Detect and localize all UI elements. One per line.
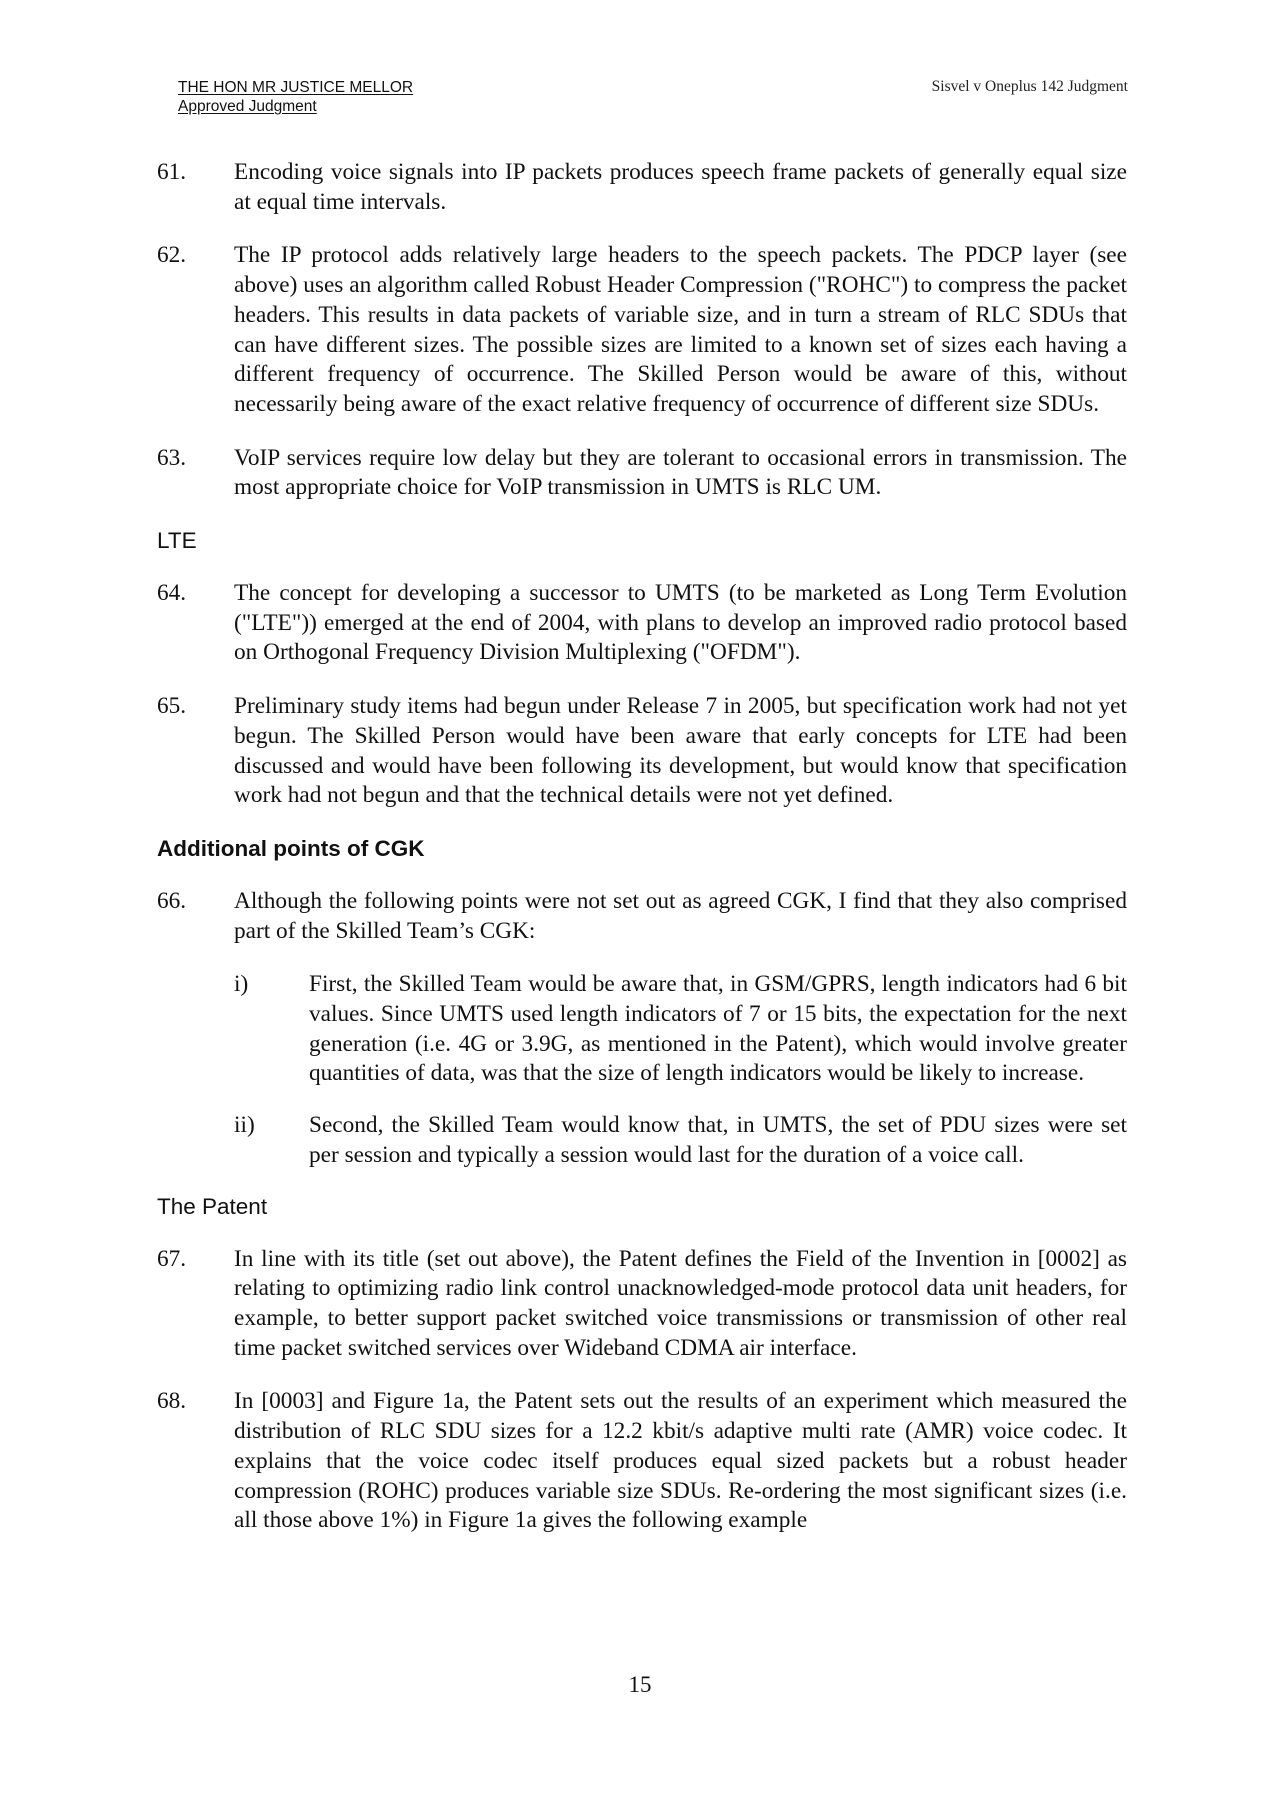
judge-name: THE HON MR JUSTICE MELLOR [178, 79, 414, 96]
paragraph-number: 62. [157, 242, 187, 269]
paragraph-61 [157, 158, 1127, 217]
paragraph-text: In line with its title (set out above), the Patent defines the Field of the Invention in [0002] as relating to optimizing radio link control unacknowledged-mode protocol data unit headers, for example, to better support packet switched voice transmissions or transmission of other real time packet switched services over Wideband CDMA air interface. [234, 1245, 1127, 1361]
paragraph-text: The IP protocol adds relatively large headers to the speech packets. The PDCP layer (see above) uses an algorithm called Robust Header Compression ("ROHC") to compress the packet headers. This results in data packets of variable size, and in turn a stream of RLC SDUs that can have different sizes. The possible sizes are limited to a known set of sizes each having a different frequency of occurrence. The Skilled Person would be aware of this, without necessarily being aware of the exact relative frequency of occurrence of different size SDUs. [234, 242, 1127, 417]
paragraph-68 [157, 1387, 1127, 1536]
paragraph-text: Although the following points were not set out as agreed CGK, I find that they also comprised part of the Skilled Team’s CGK: [234, 887, 1127, 944]
paragraph-number: 68. [157, 1388, 187, 1415]
paragraph-text: Preliminary study items had begun under Release 7 in 2005, but specification work had not yet begun. The Skilled Person would have been aware that early concepts for LTE had been discussed and would have been following its development, but would know that specification work had not begun and that the technical details were not yet defined. [234, 693, 1127, 809]
subparagraph-text: Second, the Skilled Team would know that, in UMTS, the set of PDU sizes were set per session and typically a session would last for the duration of a voice call. [309, 1112, 1127, 1168]
paragraph-number: 64. [157, 580, 187, 607]
paragraph-number: 63. [157, 444, 187, 471]
subparagraph-text: First, the Skilled Team would be aware that, in GSM/GPRS, length indicators had 6 bit values. Since UMTS used length indicators of 7 or 15 bits, the expectation for the next generation (i.e. 4G or 3.9G, as mentioned in the Patent), which would involve greater quantities of data, was that the size of length indicators would be likely to increase. [309, 971, 1127, 1087]
subparagraph-number: i) [234, 971, 249, 998]
paragraph-62 [157, 241, 1127, 419]
subparagraph-ii [234, 1111, 1127, 1170]
paragraph-text: In [0003] and Figure 1a, the Patent sets out the results of an experiment which measured the distribution of RLC SDU sizes for a 12.2 kbit/s adaptive multi rate (AMR) voice codec. It explains that the voice codec itself produces equal sized packets but a robust header compression (ROHC) produces variable size SDUs. Re-ordering the most significant sizes (i.e. all those above 1%) in Figure 1a gives the following example [234, 1388, 1127, 1534]
page-number: 15 [628, 1672, 652, 1697]
paragraph-text: Encoding voice signals into IP packets produces speech frame packets of generally equal size at equal time intervals. [234, 159, 1127, 215]
running-header-right: Sisvel v Oneplus 142 Judgment [931, 78, 1128, 95]
paragraph-number: 61. [157, 159, 187, 185]
paragraph-67 [157, 1245, 1127, 1364]
section-heading-patent: The Patent [157, 1193, 268, 1219]
paragraph-number: 65. [157, 693, 187, 720]
section-heading-cgk: Additional points of CGK [157, 835, 425, 861]
section-heading-lte: LTE [157, 528, 197, 554]
judgment-status: Approved Judgment [178, 98, 317, 115]
paragraph-number: 67. [157, 1245, 187, 1272]
paragraph-66 [157, 887, 1127, 946]
paragraph-text: The concept for developing a successor to UMTS (to be marketed as Long Term Evolution ("LTE")) emerged at the end of 2004, with plans to develop an improved radio protocol based on Orthogonal Frequency Division Multiplexing ("OFDM"). [234, 580, 1127, 666]
subparagraph-number: ii) [234, 1112, 255, 1139]
paragraph-64 [157, 579, 1127, 668]
paragraph-63 [157, 444, 1127, 503]
subparagraph-i [234, 970, 1127, 1089]
document-body [157, 158, 1127, 1560]
paragraph-number: 66. [157, 887, 187, 914]
paragraph-65 [157, 692, 1127, 811]
running-header-left [178, 78, 413, 116]
paragraph-text: VoIP services require low delay but they are tolerant to occasional errors in transmission. The most appropriate choice for VoIP transmission in UMTS is RLC UM. [234, 444, 1127, 501]
